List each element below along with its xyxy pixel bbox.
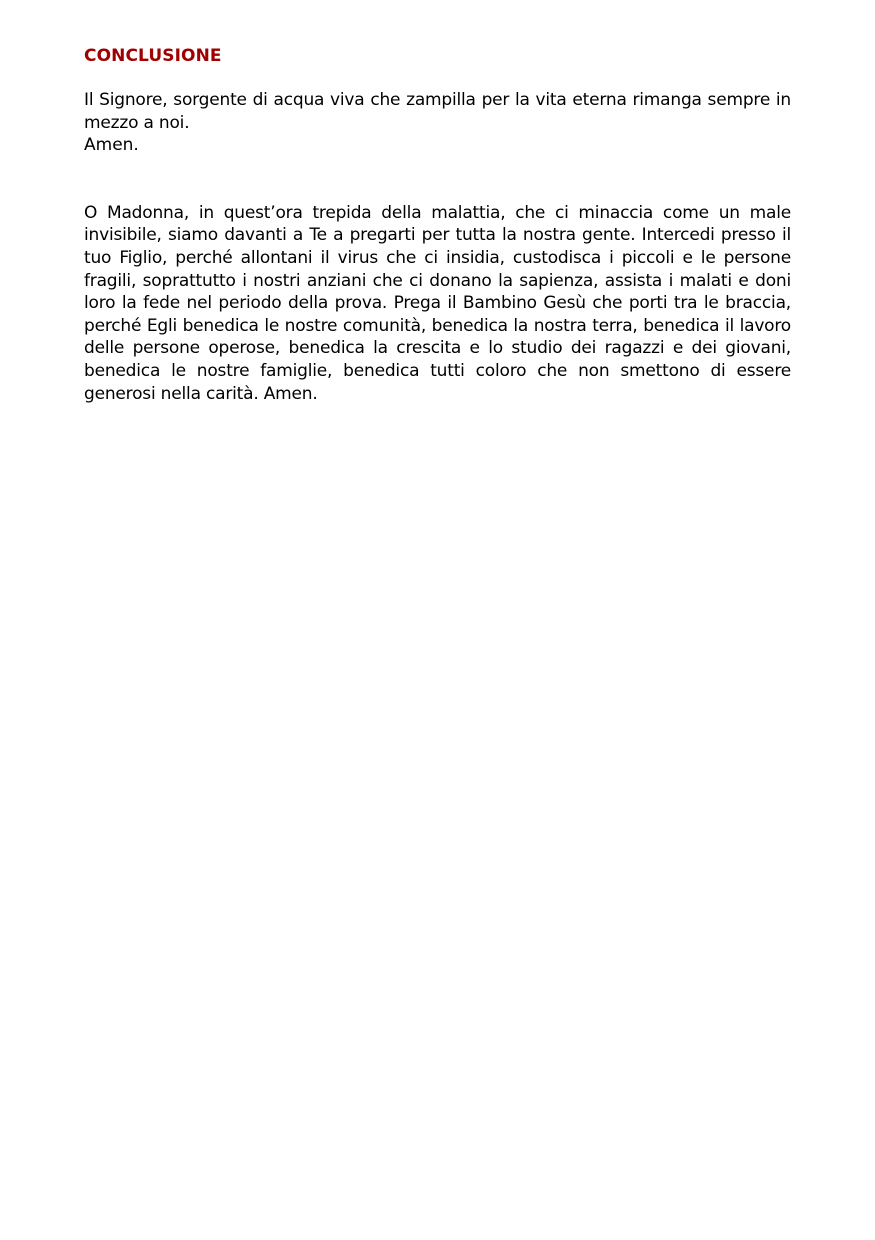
section-heading: CONCLUSIONE <box>84 46 222 66</box>
document-page <box>84 44 791 405</box>
closing-prayer-amen: Amen. <box>84 135 139 156</box>
closing-prayer-text: Il Signore, sorgente di acqua viva che zampilla per la vita eterna rimanga sempre in mezzo a noi. <box>84 90 791 133</box>
marian-prayer-text: O Madonna, in quest’ora trepida della malattia, che ci minaccia come un male invisibile, siamo davanti a Te a pregarti per tutta la nostra gente. Intercedi presso il tuo Figlio, perché allontani il virus che ci insidia, custodisca i piccoli e le persone fragili, soprattutto i nostri anziani che ci donano la sapienza, assista i malati e doni loro la fede nel periodo della prova. Prega il Bambino Gesù che porti tra le braccia, perché Egli benedica le nostre comunità, benedica la nostra terra, benedica il lavoro delle persone operose, benedica la crescita e lo studio dei ragazzi e dei giovani, benedica le nostre famiglie, benedica tutti coloro che non smettono di essere generosi nella carità. Amen. <box>84 202 791 404</box>
paragraph-spacer <box>84 157 791 202</box>
